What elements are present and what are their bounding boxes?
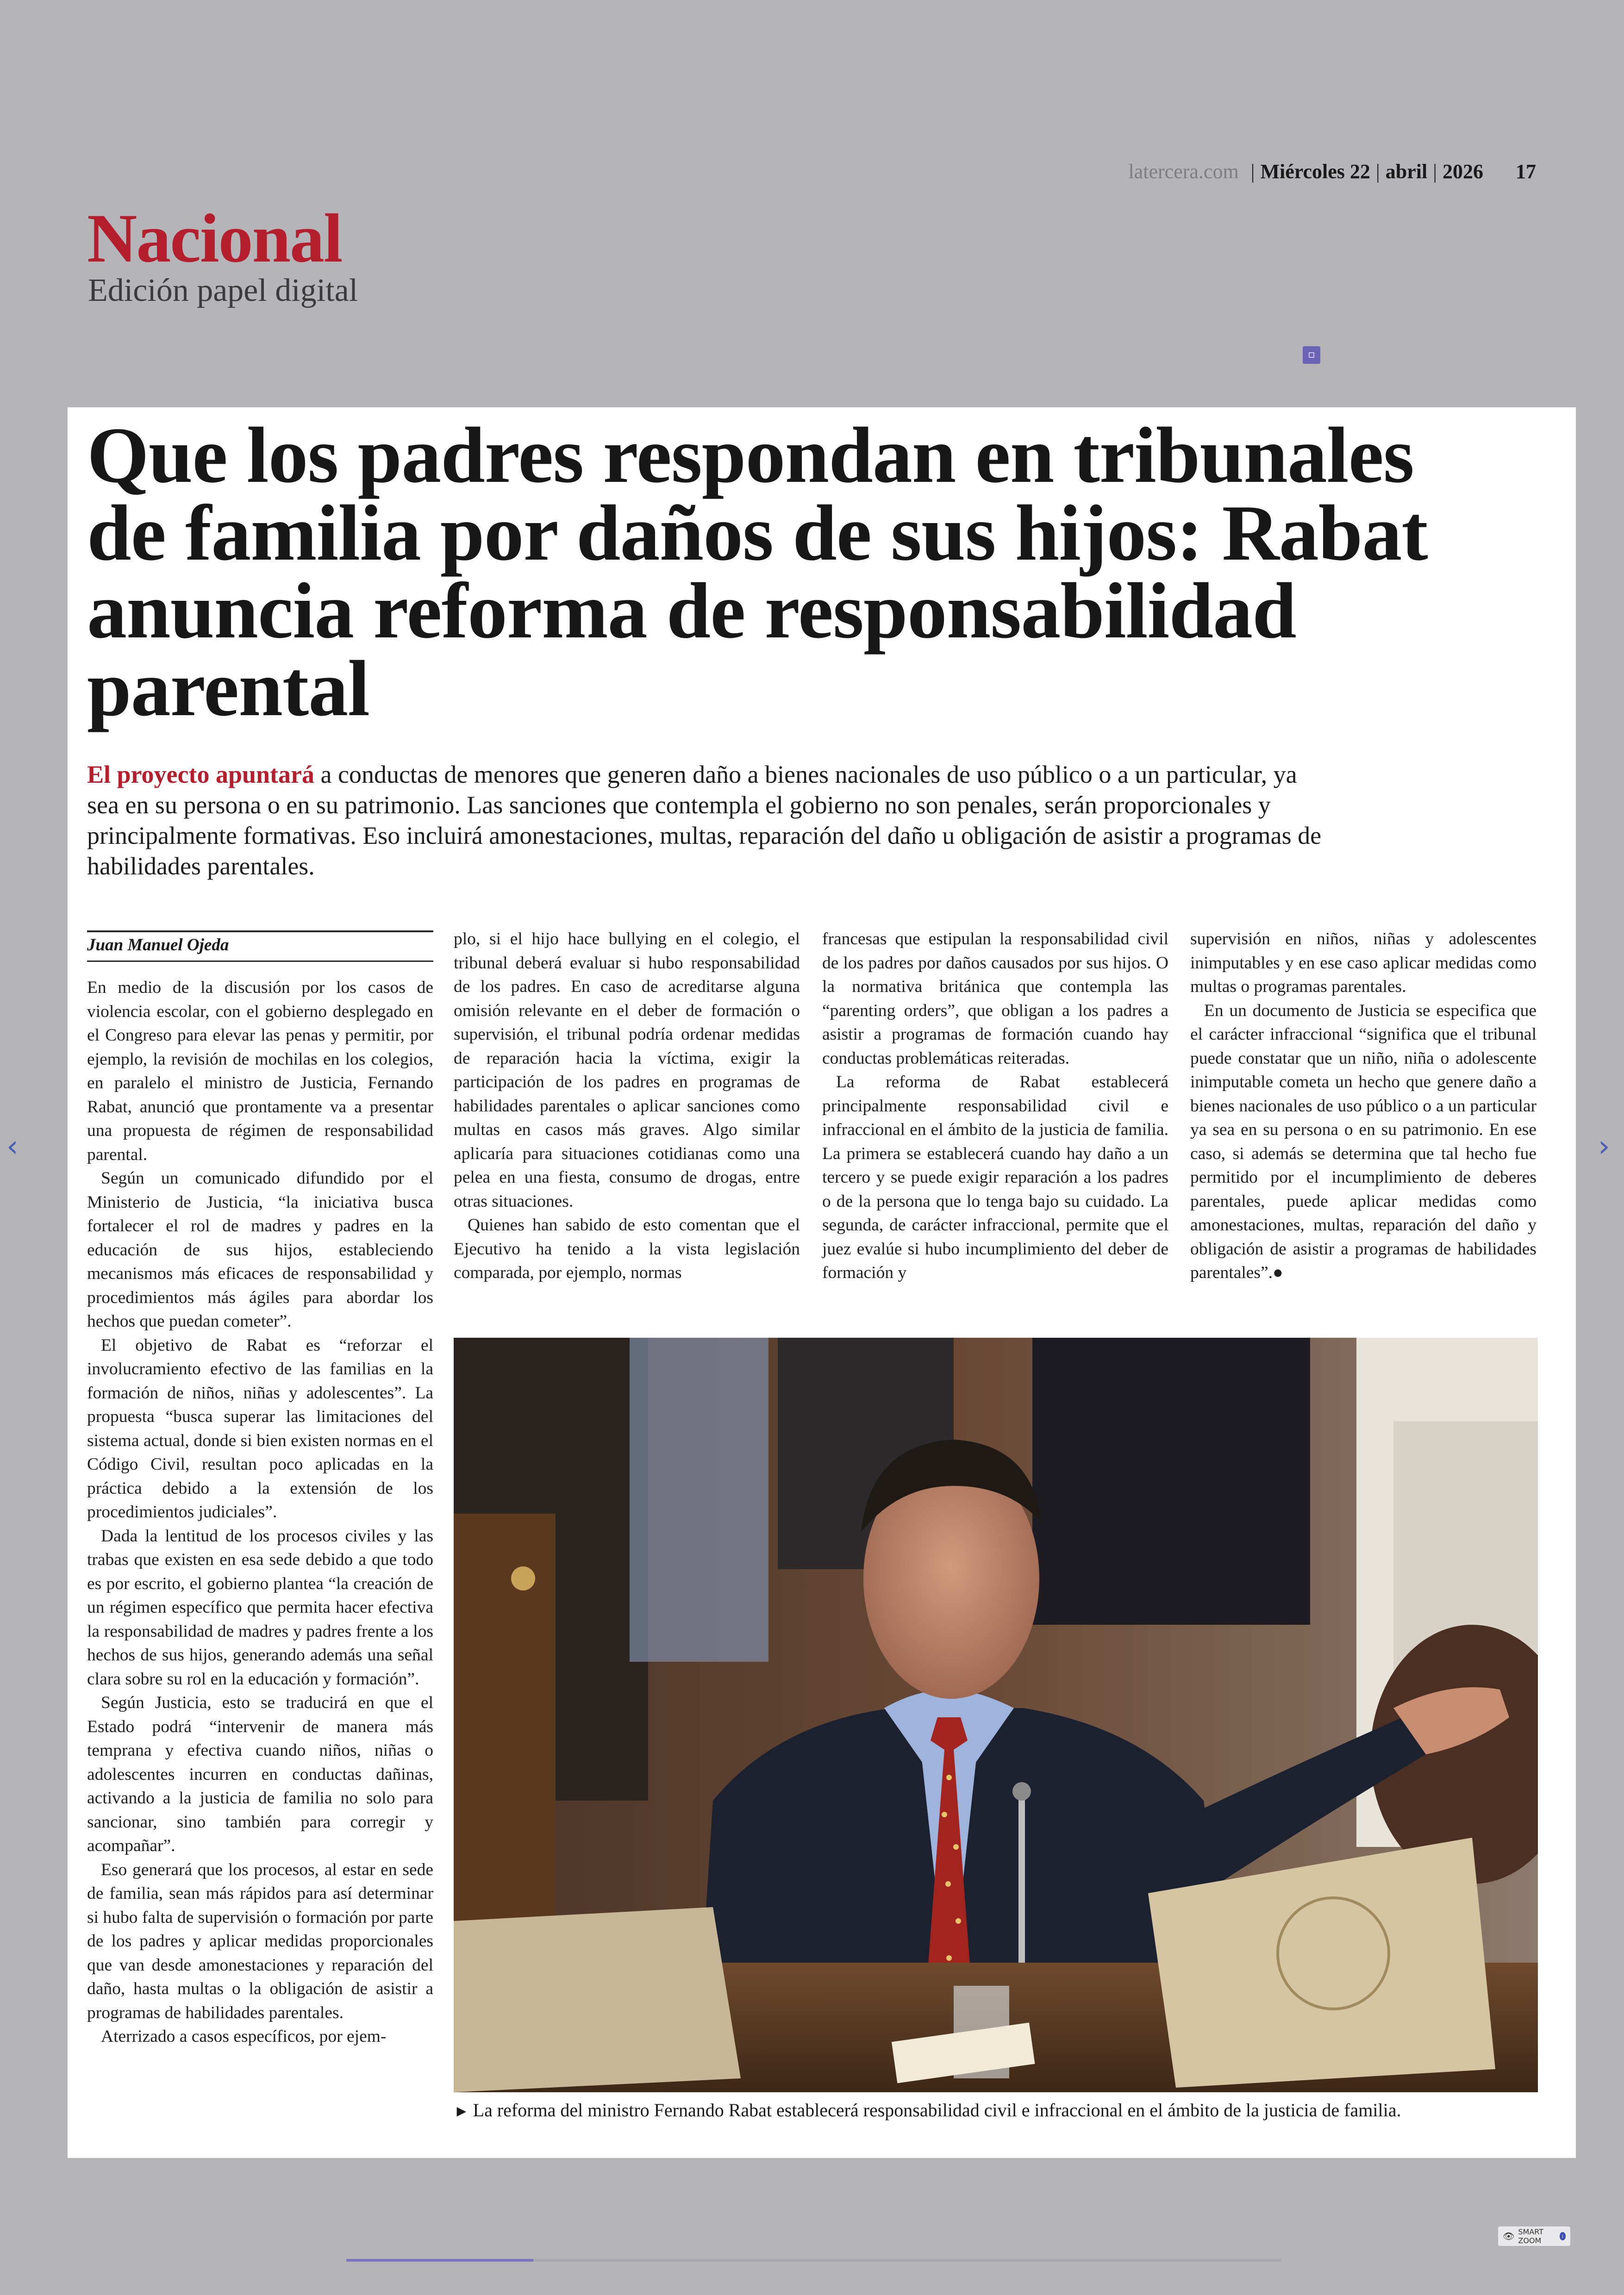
paragraph: francesas que estipulan la responsabilidad civil de los padres por daños causados por sus hijos. O la normativa británica que contempla las “parenting orders”, que obligan a los padres a asistir a programas de formación cuando hay conductas problemáticas reiteradas. xyxy=(822,929,1168,1068)
date-weekday-day: Miércoles 22 xyxy=(1260,160,1370,183)
smart-zoom-label: SMART ZOOM xyxy=(1518,2227,1544,2245)
byline: Juan Manuel Ojeda xyxy=(87,930,433,962)
article-column-3 xyxy=(822,927,1168,1285)
paragraph: Según un comunicado difundido por el Ministerio de Justicia, “la iniciativa busca fortalecer el rol de madres y padres en la educación de sus hijos, estableciendo mecanismos más eficaces de responsabilidad y procedimientos más ágiles para abordar los hechos que puedan cometer”. xyxy=(87,1169,433,1331)
paragraph: Según Justicia, esto se traducirá en que el Estado podrá “intervenir de manera más temprana y efectiva cuando niños, niñas o adolescentes incurren en conductas dañinas, activando a la justicia de familia no solo para sancionar, sino también para corregir y acompañar”. xyxy=(87,1693,433,1855)
photo-illustration xyxy=(454,1338,1538,2092)
article-column-1 xyxy=(87,976,433,2049)
paragraph: plo, si el hijo hace bullying en el colegio, el tribunal deberá evaluar si hubo responsabilidad de los padres. En caso de acreditarse alguna omisión relevante en el deber de formación o supervisión, el tribunal podría ordenar medidas de reparación hacia la víctima, exigir la participación de los padres en programas de habilidades parentales o aplicar sanciones como multas en casos más graves. Algo similar aplicaría para situaciones cotidianas como una pelea en una fiesta, consumo de drogas, entre otras situaciones. xyxy=(454,929,800,1211)
page-header-info: latercera.com | Miércoles 22 | abril | 2026 17 xyxy=(1128,160,1536,183)
article-lede xyxy=(87,759,1328,881)
article-headline: Que los padres respondan en tribunales de familia por daños de sus hijos: Rabat anuncia reforma de responsabilidad parental xyxy=(87,412,1428,733)
photo-caption xyxy=(454,2099,1565,2121)
paragraph: El objetivo de Rabat es “reforzar el involucramiento efectivo de las familias en la formación de niños, niñas y adolescentes”. La propuesta “busca superar las limitaciones del sistema actual, donde si bien existen normas en el Código Civil, resultan poco aplicadas en la práctica debido a la extensión de los procedimientos judiciales”. xyxy=(87,1335,433,1522)
eye-icon: 👁 xyxy=(1503,2231,1515,2242)
paragraph: En un documento de Justicia se especifica que el carácter infraccional “significa que el tribunal puede constatar que un niño, niña o adolescente inimputable cometa un hecho que genere daño a bienes nacionales de uso público o a un particular ya sea en su persona o en su patrimonio. En ese caso, si además se determina que tal hecho fue permitido por el incumplimiento de deberes parentales, puede aplicar medidas como amonestaciones, multas, reparación del daño y obligación de asistir a programas de habilidades parentales”.● xyxy=(1190,1001,1537,1282)
paragraph: Eso generará que los procesos, al estar en sede de familia, sean más rápidos para así determinar si hubo falta de supervisión o formación por parte de los padres y aplicar medidas proporcionales que van desde amonestaciones y reparación del daño, hasta multas o la obligación de asistir a programas de habilidades parentales. xyxy=(87,1860,433,2022)
section-subtitle: Edición papel digital xyxy=(88,273,358,308)
date-year: 2026 xyxy=(1443,160,1483,183)
page-number: 17 xyxy=(1516,160,1536,183)
caption-text: La reforma del ministro Fernando Rabat establecerá responsabilidad civil e infraccional en el ámbito de la justicia de familia. xyxy=(473,2100,1401,2120)
paragraph: Dada la lentitud de los procesos civiles y las trabas que existen en esa sede debido a que todo es por escrito, el gobierno plantea “la creación de un régimen específico que permita hacer efectiva la responsabilidad de madres y padres frente a los hechos de sus hijos, generando además una señal clara sobre su rol en la educación y formación”. xyxy=(87,1526,433,1689)
page-progress-track[interactable] xyxy=(346,2259,1281,2262)
previous-page-icon[interactable]: ‹ xyxy=(6,1129,19,1164)
paragraph: La reforma de Rabat establecerá principalmente responsabilidad civil e infraccional en el ámbito de la justicia de familia. La primera se establecerá cuando hay daño a un tercero y se puede exigir reparación a los padres o de la persona que lo tenga bajo su cuidado. La segunda, de carácter infraccional, permite que el juez evalúe si hubo incumplimiento del deber de formación y xyxy=(822,1073,1168,1282)
next-page-icon[interactable]: › xyxy=(1598,1129,1610,1164)
paragraph: supervisión en niños, niñas y adolescentes inimputables y en ese caso aplicar medidas como multas o programas parentales. xyxy=(1190,929,1537,996)
date-month: abril xyxy=(1385,160,1428,183)
lede-kicker: El proyecto apuntará xyxy=(87,761,315,788)
paragraph: Quienes han sabido de esto comentan que el Ejecutivo ha tenido a la vista legislación comparada, por ejemplo, normas xyxy=(454,1216,800,1282)
site-name: latercera.com xyxy=(1128,160,1239,183)
paragraph: En medio de la discusión por los casos de violencia escolar, con el gobierno desplegado en el Congreso para elevar las penas y permitir, por ejemplo, la revisión de mochilas en los colegios, en paralelo el ministro de Justicia, Fernando Rabat, anunció que prontamente va a presentar una propuesta de régimen de responsabilidad parental. xyxy=(87,978,433,1164)
expand-icon[interactable] xyxy=(1303,346,1320,364)
lede-body: a conductas de menores que generen daño a bienes nacionales de uso público o a un particular, ya sea en su persona o en su patrimonio. Las sanciones que contempla el gobierno no son penales, serán proporcionales y principalmente formativas. Eso incluirá amonestaciones, multas, reparación del daño u obligación de asistir a programas de habilidades parentales. xyxy=(87,761,1322,880)
section-title: Nacional xyxy=(87,200,342,277)
article-photo xyxy=(454,1338,1538,2092)
article-column-2 xyxy=(454,927,800,1285)
article-column-4 xyxy=(1190,927,1537,1285)
caption-arrow-icon: ► xyxy=(454,2103,469,2120)
page-progress-fill xyxy=(346,2259,533,2262)
paragraph: Aterrizado a casos específicos, por ejem- xyxy=(101,2027,387,2046)
article-page xyxy=(68,407,1576,2158)
info-badge-icon: i xyxy=(1560,2232,1566,2240)
smart-zoom-button[interactable] xyxy=(1498,2226,1570,2246)
